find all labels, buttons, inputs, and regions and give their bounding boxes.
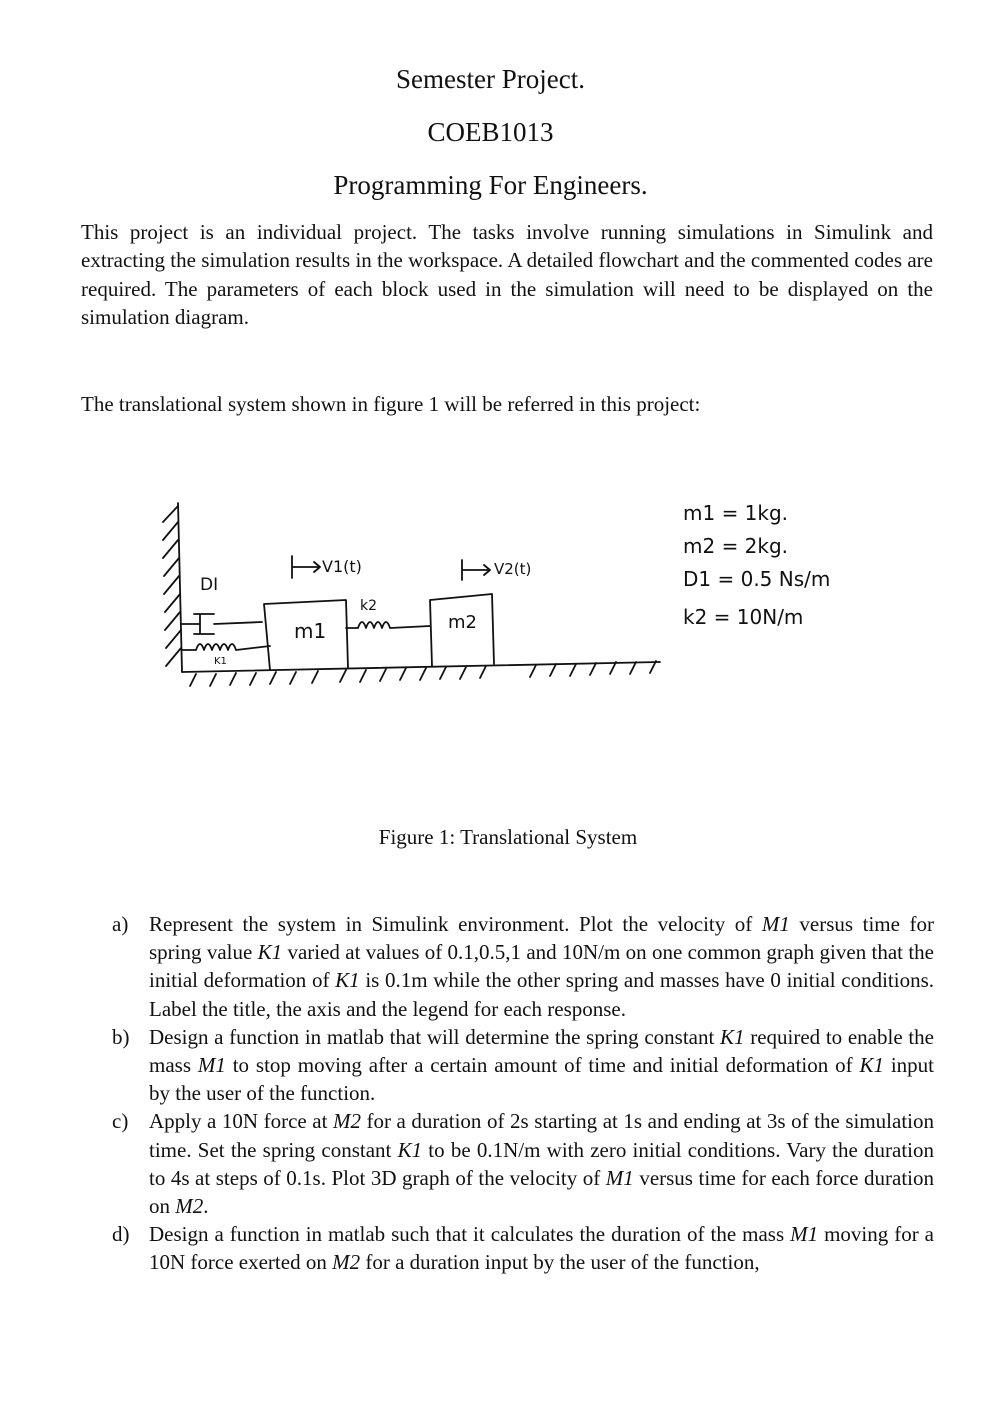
mass-m2-label: m2 [448,612,477,633]
symbol-m1: M1 [605,1165,634,1190]
mass-m1-label: m1 [294,619,327,643]
symbol-k1: K1 [397,1137,423,1162]
figure-caption: Figure 1: Translational System [378,825,638,849]
task-marker: d) [112,1222,130,1247]
task-text: Apply a 10N force at [149,1109,333,1134]
task-text: versus time for spring value [149,912,934,965]
symbol-k1: K1 [257,940,283,965]
spring-k1-drawing [182,644,270,650]
symbol-k1: K1 [859,1053,884,1078]
symbol-k1: K1 [335,968,360,993]
spring-k2-drawing [346,622,430,628]
course-name: Programming For Engineers. [333,170,648,200]
velocity-v2-label: V2(t) [494,560,532,578]
symbol-m1: M1 [761,912,790,936]
task-text: varied at values of 0.1,0.5,1 and 10N/m on one common graph given that the initial deformation of [149,940,934,993]
ground-drawing [182,661,660,686]
task-text: is 0.1m while the other spring and masses have 0 initial conditions. Label the title, the axis and the legend for each response. [149,968,934,1021]
symbol-m2: M2 [175,1194,204,1219]
task-list [112,910,934,1277]
task-item [112,1107,934,1220]
symbol-k1: K1 [720,1024,745,1049]
damper-label: DI [200,575,219,595]
task-text: to be 0.1N/m with zero initial conditions. Vary the duration to 4s at steps of 0.1s. Plot 3D graph of the velocity of [149,1137,935,1190]
param-m1: m1 = 1kg. [683,501,789,525]
task-text: for a duration input by the user of the function, [360,1250,760,1275]
task-text: Design a function in matlab that will determine the spring constant [149,1024,721,1049]
task-text: required to enable the mass [149,1024,934,1078]
task-marker: c) [112,1109,129,1134]
task-text: to stop moving after a certain amount of time and initial deformation of [225,1053,860,1078]
task-marker: b) [112,1024,130,1049]
wall-drawing [163,503,182,672]
task-text: input by the user of the function. [149,1053,935,1106]
course-code: COEB1013 [427,117,554,147]
damper-drawing [182,614,262,634]
symbol-m2: M2 [332,1109,361,1134]
param-m2: m2 = 2kg. [683,534,789,558]
symbol-m1: M1 [790,1222,819,1247]
task-text: Design a function in matlab such that it calculates the duration of the mass [149,1222,791,1247]
velocity-v2-arrow [462,560,490,580]
task-text: for a duration of 2s starting at 1s and ending at 3s of the simulation time. Set the spring constant [149,1109,934,1162]
spring-k2-label: k2 [360,598,378,614]
symbol-m2: M2 [332,1250,361,1275]
intro-paragraph: This project is an individual project. The tasks involve running simulations in Simulink and extracting the simulation results in the workspace. A detailed flowchart and the commented codes are required. The parameters of each block used in the simulation will need to be displayed on the simulation diagram. [81,220,933,329]
task-text: Represent the system in Simulink environment. Plot the velocity of [149,912,762,936]
symbol-m1: M1 [197,1053,226,1078]
task-item [112,910,934,1023]
task-text: moving for a 10N force exerted on [149,1222,935,1275]
task-item [112,1023,934,1108]
param-d1: D1 = 0.5 Ns/m [683,567,831,591]
velocity-v1-arrow [292,556,320,578]
param-k2: k2 = 10N/m [683,605,804,629]
task-text: versus time for each force duration on [149,1165,934,1219]
figure-intro: The translational system shown in figure 1 will be referred in this project: [81,392,701,416]
task-text: . [203,1194,209,1219]
velocity-v1-label: V1(t) [322,557,362,576]
task-item [112,1220,934,1276]
spring-k1-label: K1 [214,656,227,667]
translational-system-figure [0,470,981,700]
project-title: Semester Project. [396,64,585,94]
task-marker: a) [112,912,129,936]
